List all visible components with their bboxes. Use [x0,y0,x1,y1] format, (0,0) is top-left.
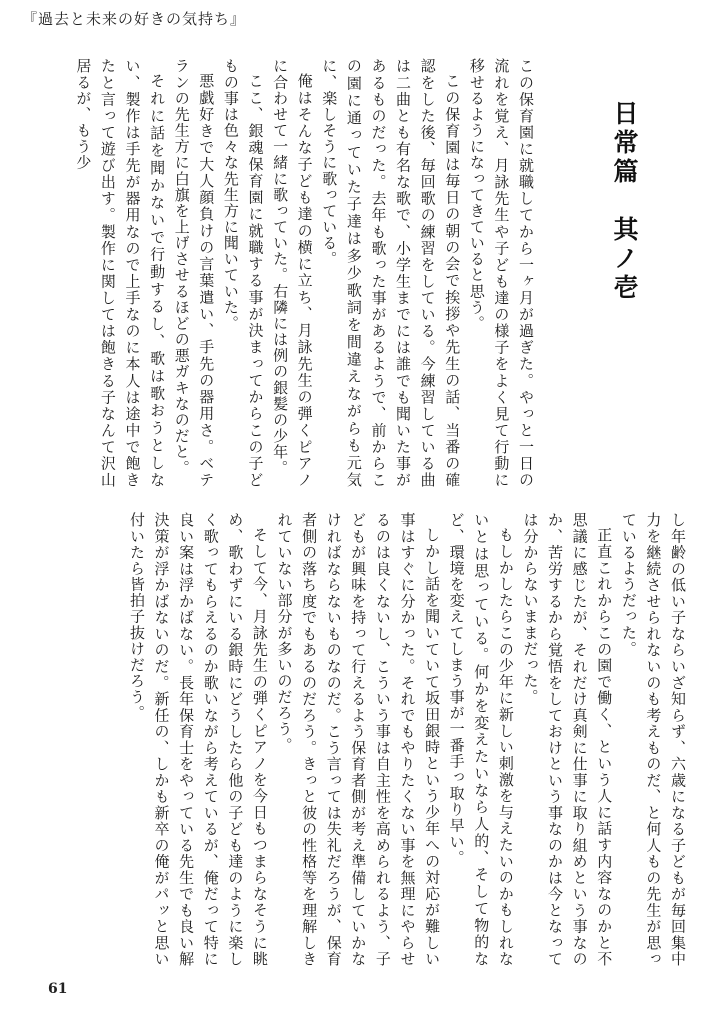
paragraph: ここ、銀魂保育園に就職する事が決まってからこの子どもの事は色々な先生方に聞いていた。 [221,58,265,488]
paragraph: この保育園に就職してから一ヶ月が過ぎた。やっと一日の流れを覚え、月詠先生や子ども達の様子をよく見て行動に移せるようになってきていると思う。 [467,58,535,488]
chapter-title: 日常篇 其ノ壱 [610,100,639,303]
bottom-text-block [62,512,690,967]
paragraph: 正直これからこの園で働く、という人に話す内容なのかと不思議に感じたが、それだけ真剣に仕事に取り組めという事なのか、苦労するから覚悟をしておけという事なのかは今となっては分からないままだった。 [521,512,614,967]
paragraph: し年齢の低い子ならいざ知らず、六歳になる子どもが毎回集中力を継続させられないのも考えものだ、と何人もの先生が思っているようだった。 [619,512,687,967]
paragraph: 悪戯好きで大人顔負けの言葉遣い、手先の器用さ。ベテランの先生方に白旗を上げさせるほどの悪ガキなのだと。 [172,58,216,488]
running-title: 『過去と未来の好きの気持ち』 [22,10,247,28]
paragraph: 俺はそんな子ども達の横に立ち、月詠先生の弾くピアノに合わせて一緒に歌っていた。右隣には例の銀髪の少年。 [271,58,314,488]
paragraph: それに話を聞かないで行動するし、歌は歌おうとしない、製作は手先が器用なので上手なのに本人は途中で飽きたと言って遊び出す。製作に関しては飽きる子なんて沢山居るが、もう少 [74,58,167,488]
page-number: 61 [48,981,68,997]
paragraph: この保育園は毎日の朝の会で挨拶や先生の話、当番の確認をした後、毎回歌の練習をしている。今練習している曲は二曲とも有名な歌で、小学生までには誰でも聞いた事があるものだった。去年も歌った事があるようで、前からこの園に通っていた子達は多少歌詞を間違えながらも元気に、楽しそうに歌っている。 [320,58,462,488]
paragraph: そして今、月詠先生の弾くピアノを今日もつまらなそうに眺め、歌わずにいる銀時にどうしたら他の子ども達のように楽しく歌ってもらえるのか歌いながら考えているが、俺だって特に良い案は浮かばない。長年保育士をやっている先生でも良い解決策が浮かばないのだ。新任の、しかも新卒の俺がパッと思い付いたら皆拍子抜けだろう。 [127,512,269,967]
top-text-block [68,58,538,488]
paragraph: もしかしたらこの少年に新しい刺激を与えたいのかもしれないとは思っている。何かを変えたいなら人的、そして物的など、環境を変えてしまう事が一番手っ取り早い。 [447,512,515,967]
paragraph: しかし話を聞いていて坂田銀時という少年への対応が難しい事はすぐに分かった。それでもやりたくない事を無理にやらせるのは良くないし、こういう事は自主性を高められるよう、子どもが興味を持って行えるよう保育者側が考え準備していかなければならないものなのだ。こう言っては失礼だろうが、保育者側の落ち度でもあるのだろう。きっと彼の性格等を理解しきれていない部分が多いのだろう。 [275,512,442,967]
